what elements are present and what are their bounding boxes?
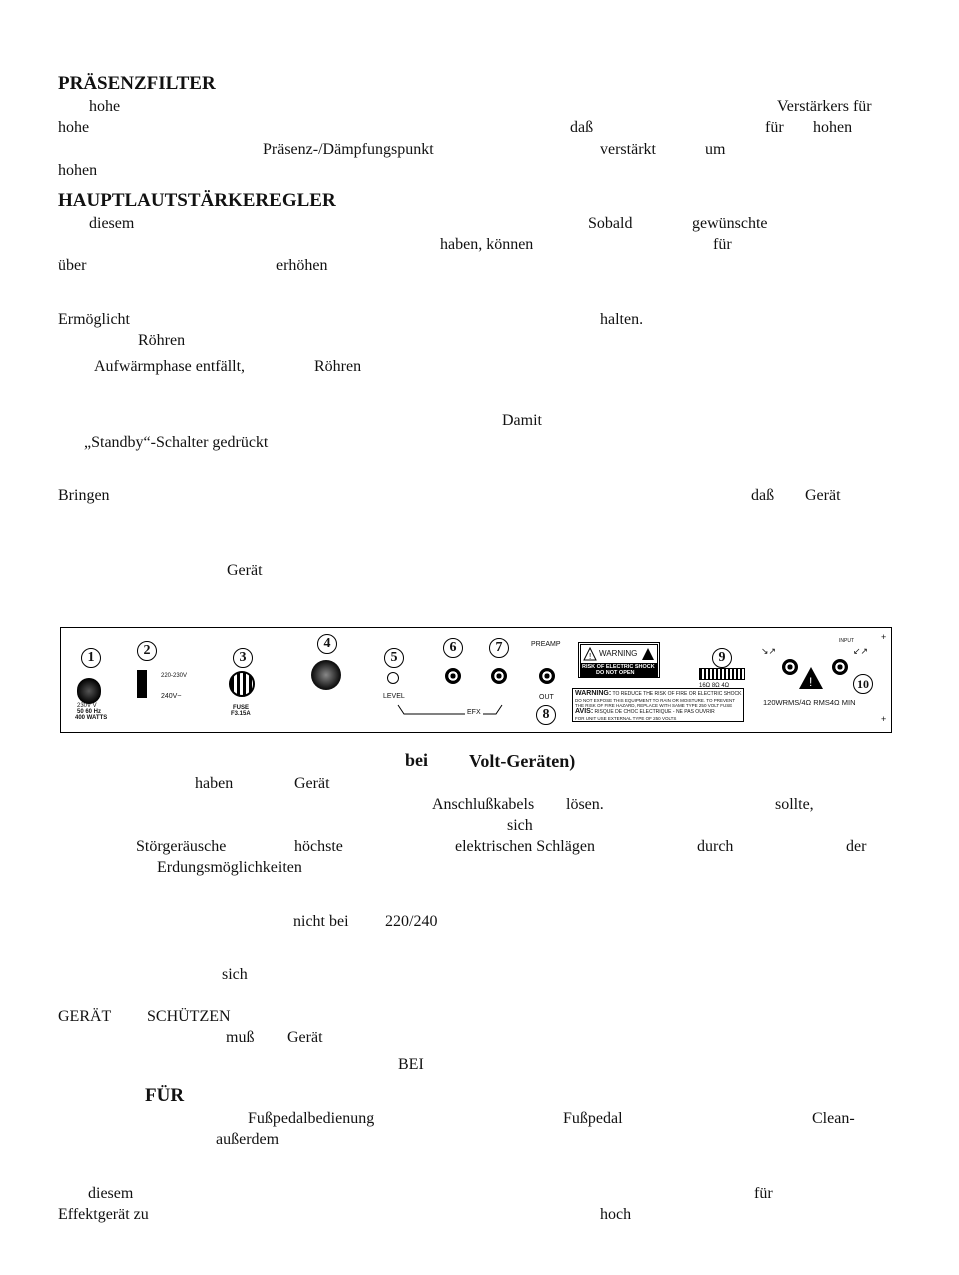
text-fragment: hohe <box>58 119 90 136</box>
callout-5: 5 <box>384 648 404 668</box>
text-fragment: Anschlußkabels <box>432 796 535 813</box>
text-fragment: Clean- <box>812 1110 855 1127</box>
text-fragment: Gerät <box>805 487 841 504</box>
mains-hz: 50 60 Hz <box>77 709 102 715</box>
text-fragment: für <box>754 1185 773 1202</box>
callout-1: 1 <box>81 648 101 668</box>
efx-return-jack-icon <box>491 668 507 684</box>
text-fragment: Aufwärmphase entfällt, <box>94 358 246 375</box>
text-fragment: SCHÜTZEN <box>147 1008 231 1025</box>
avis-label: AVIS: <box>575 708 594 715</box>
text-fragment: über <box>58 257 87 274</box>
text-fragment: daß <box>751 487 775 504</box>
heading-fuer: FÜR <box>145 1085 185 1106</box>
warning-title: WARNING <box>599 649 638 658</box>
text-fragment: Gerät <box>227 562 263 579</box>
text-fragment: Ermöglicht <box>58 311 130 328</box>
text-fragment: 220/240 <box>385 913 438 930</box>
power-inlet-icon <box>77 678 101 704</box>
text-fragment: der <box>846 838 867 855</box>
avis-text-1: RISQUE DE CHOC ELECTRIQUE - NE PAS OUVRIR <box>594 709 715 715</box>
text-fragment: Effektgerät zu <box>58 1206 149 1223</box>
text-fragment: Gerät <box>294 775 330 792</box>
text-fragment: Damit <box>502 412 542 429</box>
efx-bracket <box>396 704 506 718</box>
text-fragment: höchste <box>294 838 343 855</box>
preamp-out-jack-icon <box>539 668 555 684</box>
text-fragment: Sobald <box>588 215 633 232</box>
heading-praesenzfilter: PRÄSENZFILTER <box>58 73 216 94</box>
text-fragment: BEI <box>398 1056 424 1073</box>
text-fragment: Fußpedalbedienung <box>248 1110 375 1127</box>
callout-3: 3 <box>233 648 253 668</box>
text-fragment: verstärkt <box>600 141 656 158</box>
callout-9: 9 <box>712 648 732 668</box>
svg-text:!: ! <box>589 652 592 661</box>
text-fragment: Röhren <box>138 332 186 349</box>
text-fragment: sollte, <box>775 796 814 813</box>
text-fragment: haben <box>195 775 234 792</box>
callout-2: 2 <box>137 641 157 661</box>
rms-label: 120WRMS/4Ω RMS4Ω MIN <box>763 698 856 707</box>
level-label: LEVEL <box>383 693 405 700</box>
text-fragment: außerdem <box>216 1131 280 1148</box>
text-fragment: daß <box>570 119 594 136</box>
warning-label-box <box>578 642 660 678</box>
text-fragment: „Standby“-Schalter gedrückt <box>84 434 269 451</box>
heading-hauptlautstaerkeregler: HAUPTLAUTSTÄRKEREGLER <box>58 190 336 211</box>
text-fragment: Bringen <box>58 487 110 504</box>
warning-triangle-icon <box>641 647 655 661</box>
speaker-symbol-icon: ↘↗ <box>761 646 777 656</box>
footswitch-socket-icon <box>311 660 341 690</box>
mains-rating: 230V V <box>77 703 97 709</box>
text-fragment: elektrischen Schlägen <box>455 838 595 855</box>
text-fragment: Verstärkers für <box>777 98 872 115</box>
text-fragment: für <box>713 236 732 253</box>
text-fragment: gewünschte <box>692 215 768 232</box>
text-fragment: für <box>765 119 784 136</box>
text-fragment: erhöhen <box>276 257 328 274</box>
level-trim-icon <box>387 672 399 684</box>
warning-text-1: TO REDUCE THE RISK OF FIRE OR ELECTRIC SHOCK <box>612 691 742 697</box>
callout-10: 10 <box>853 674 873 694</box>
plus-mark: + <box>881 632 887 642</box>
voltage-240-label: 240V~ <box>161 693 182 700</box>
text-fragment: Röhren <box>314 358 362 375</box>
fuse-value: F3.15A <box>231 711 251 717</box>
efx-label: EFX <box>467 709 481 716</box>
callout-6: 6 <box>443 638 463 658</box>
text-fragment: hohe <box>89 98 121 115</box>
callout-8: 8 <box>536 705 556 725</box>
impedance-label: 16Ω 8Ω 4Ω <box>699 683 730 689</box>
warning-text-3: THE RISK OF FIRE HAZARD, REPLACE WITH SAME TYPE 250 VOLT FUSE <box>575 703 733 708</box>
plus-mark: + <box>881 714 887 724</box>
text-fragment: diesem <box>89 215 135 232</box>
speaker-out-jack-2-icon <box>832 659 848 675</box>
warning-triangle-icon <box>583 647 597 661</box>
do-not-open-text: DO NOT OPEN <box>596 670 635 676</box>
out-label: OUT <box>539 694 554 701</box>
warning-text-box <box>572 688 744 722</box>
efx-send-jack-icon <box>445 668 461 684</box>
text-fragment: sich <box>507 817 533 834</box>
text-fragment: um <box>705 141 726 158</box>
text-fragment: muß <box>226 1029 255 1046</box>
text-fragment: haben, können <box>440 236 534 253</box>
warning-shock-strip <box>580 664 658 677</box>
voltage-label: 220-230V <box>161 673 188 679</box>
text-fragment: hohen <box>58 162 98 179</box>
text-fragment: Präsenz-/Dämpfungspunkt <box>263 141 434 158</box>
text-fragment: GERÄT <box>58 1008 112 1025</box>
text-fragment: sich <box>222 966 248 983</box>
callout-7: 7 <box>489 638 509 658</box>
fuse-label: FUSE <box>233 705 250 711</box>
speaker-out-jack-1-icon <box>782 659 798 675</box>
mains-watts: 400 WATTS <box>75 715 108 721</box>
text-fragment: nicht bei <box>293 913 349 930</box>
warning-text-2: DO NOT EXPOSE THIS EQUIPMENT TO RAIN OR MOISTURE. TO PREVENT <box>575 698 735 703</box>
text-fragment: diesem <box>88 1185 134 1202</box>
fuse-holder-icon <box>229 671 255 697</box>
heading-volt-geraeten: Volt-Geräten) <box>469 751 576 771</box>
text-fragment: Gerät <box>287 1029 323 1046</box>
text-fragment: durch <box>697 838 734 855</box>
text-fragment: Erdungsmöglichkeiten <box>157 859 302 876</box>
text-fragment: hoch <box>600 1206 632 1223</box>
rear-panel-diagram <box>60 627 892 733</box>
warning2-label: WARNING: <box>575 690 612 697</box>
svg-text:!: ! <box>809 675 813 689</box>
input-label: INPUT <box>839 638 854 644</box>
warning-header <box>580 644 658 664</box>
text-fragment: Fußpedal <box>563 1110 623 1127</box>
heading-bei: bei <box>405 750 429 770</box>
warning-triangle-icon <box>798 666 824 690</box>
impedance-selector-icon <box>699 668 745 680</box>
avis-text-2: FOR UNIT USE EXTERNAL TYPE OF 250 VOLTS <box>575 716 677 721</box>
voltage-selector-switch <box>137 670 147 698</box>
text-fragment: lösen. <box>566 796 604 813</box>
text-fragment: hohen <box>813 119 853 136</box>
speaker-symbol-icon: ↙↗ <box>853 646 869 656</box>
shock-text: RISK OF ELECTRIC SHOCK <box>582 664 655 670</box>
callout-4: 4 <box>317 634 337 654</box>
preamp-label: PREAMP <box>531 641 561 648</box>
text-fragment: Störgeräusche <box>136 838 227 855</box>
text-fragment: halten. <box>600 311 644 328</box>
